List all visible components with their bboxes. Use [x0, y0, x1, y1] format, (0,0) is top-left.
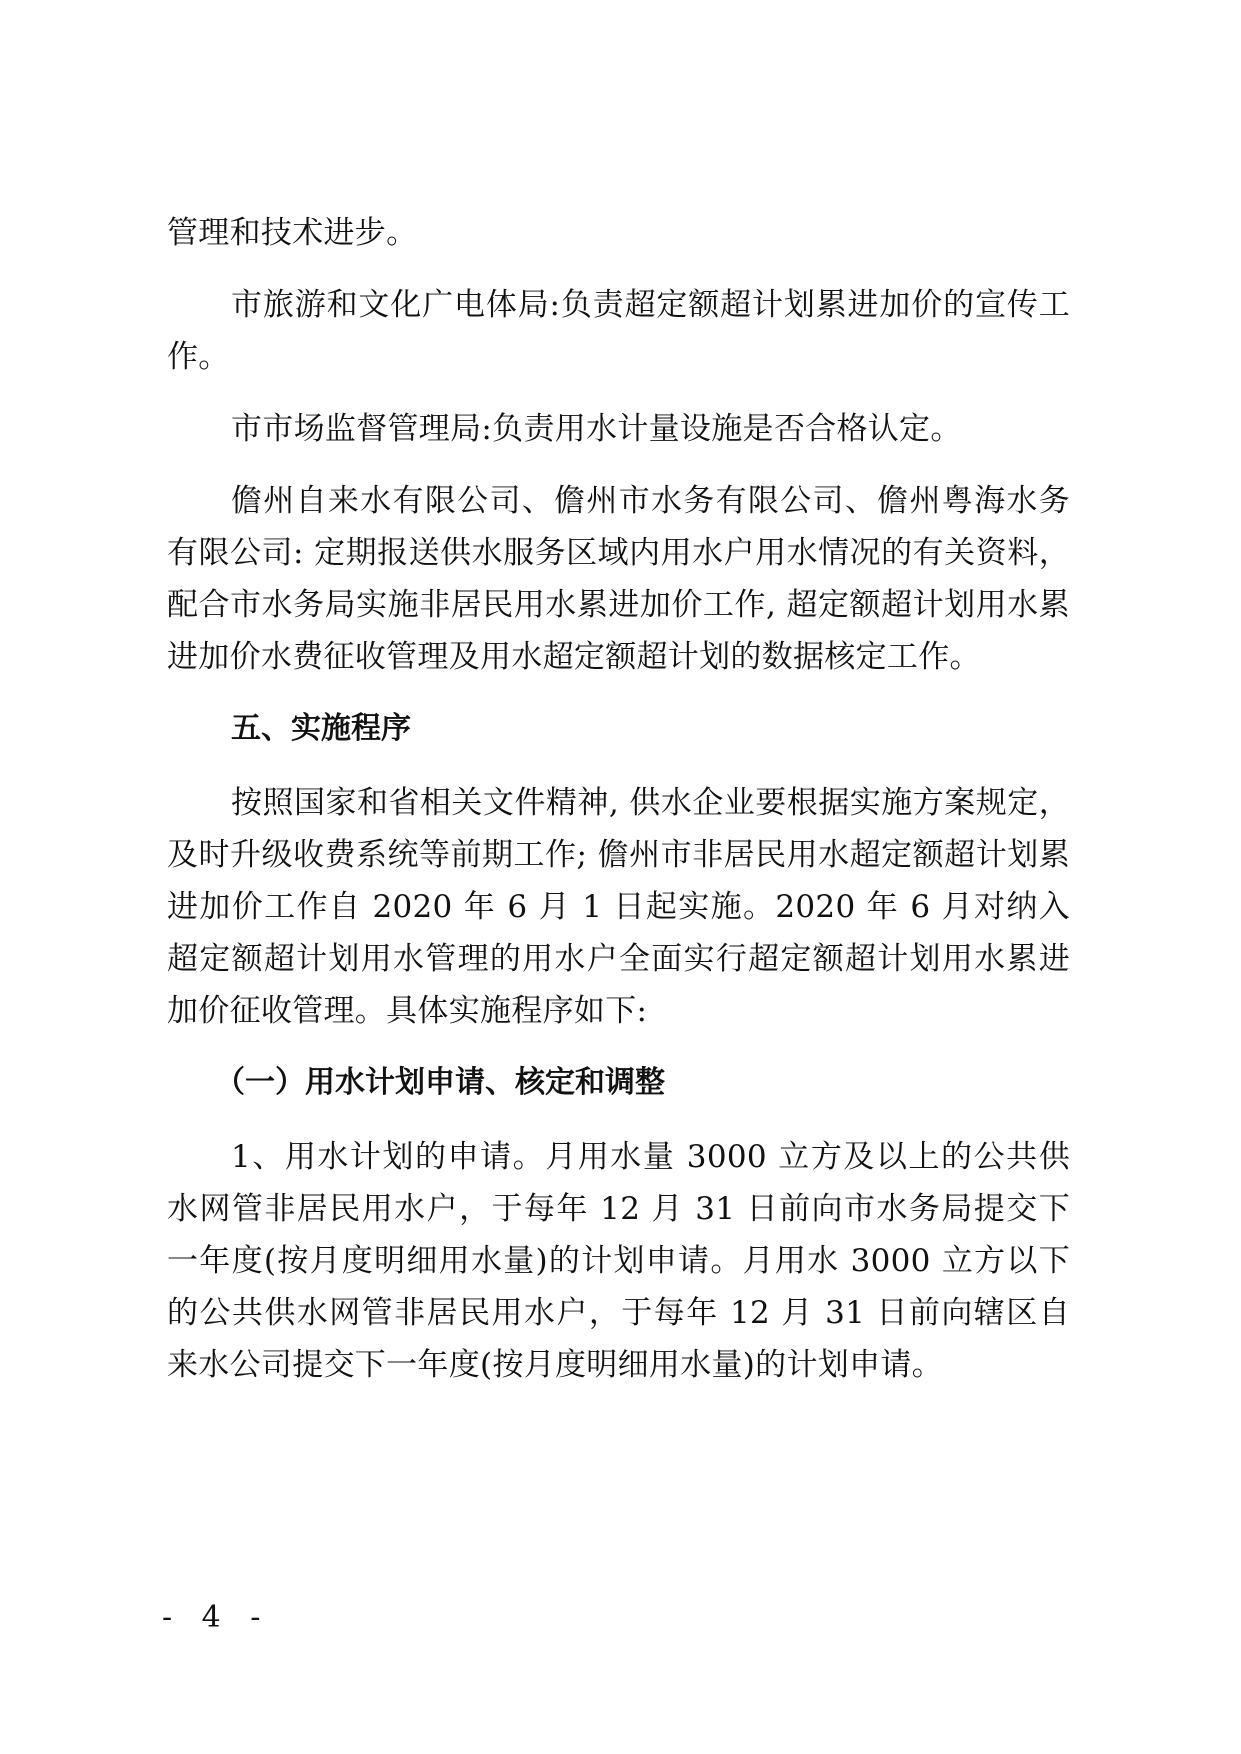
subsection-heading-water-plan: （一）用水计划申请、核定和调整 — [215, 1065, 665, 1100]
paragraph-market-supervision: 市市场监督管理局:负责用水计量设施是否合格认定。 — [231, 411, 962, 447]
paragraph-water-companies: 儋州自来水有限公司、儋州市水务有限公司、儋州粤海水务有限公司: 定期报送供水服务区域内用水户用水情况的有关资料，配合市水务局实施非居民用水累进加价工作, 超定额超计划用水累进加价水费征收管理及用水超定额超计划的数据核定工作。 — [167, 483, 1070, 675]
paragraph-implementation-intro: 按照国家和省相关文件精神, 供水企业要根据实施方案规定，及时升级收费系统等前期工作; 儋州市非居民用水超定额超计划累进加价工作自 2020 年 6 月 1 日起实施。2020 年 6 月对纳入超定额超计划用水管理的用水户全面实行超定额超计划用水累进加价征收管理。具体实施程序如下: — [167, 785, 1070, 1029]
paragraph-plan-application: 1、用水计划的申请。月用水量 3000 立方及以上的公共供水网管非居民用水户，于每年 12 月 31 日前向市水务局提交下一年度(按月度明细用水量)的计划申请。月用水 3000 立方以下的公共供水网管非居民用水户，于每年 12 月 31 日前向辖区自来水公司提交下一年度(按月度明细用水量)的计划申请。 — [167, 1139, 1070, 1383]
document-page — [167, 207, 1070, 1411]
section-heading-implementation: 五、实施程序 — [231, 711, 411, 746]
paragraph-tourism-bureau: 市旅游和文化广电体局:负责超定额超计划累进加价的宣传工作。 — [167, 287, 1070, 375]
page-number: - 4 - — [162, 1600, 271, 1635]
paragraph-continuation: 管理和技术进步。 — [167, 215, 418, 251]
